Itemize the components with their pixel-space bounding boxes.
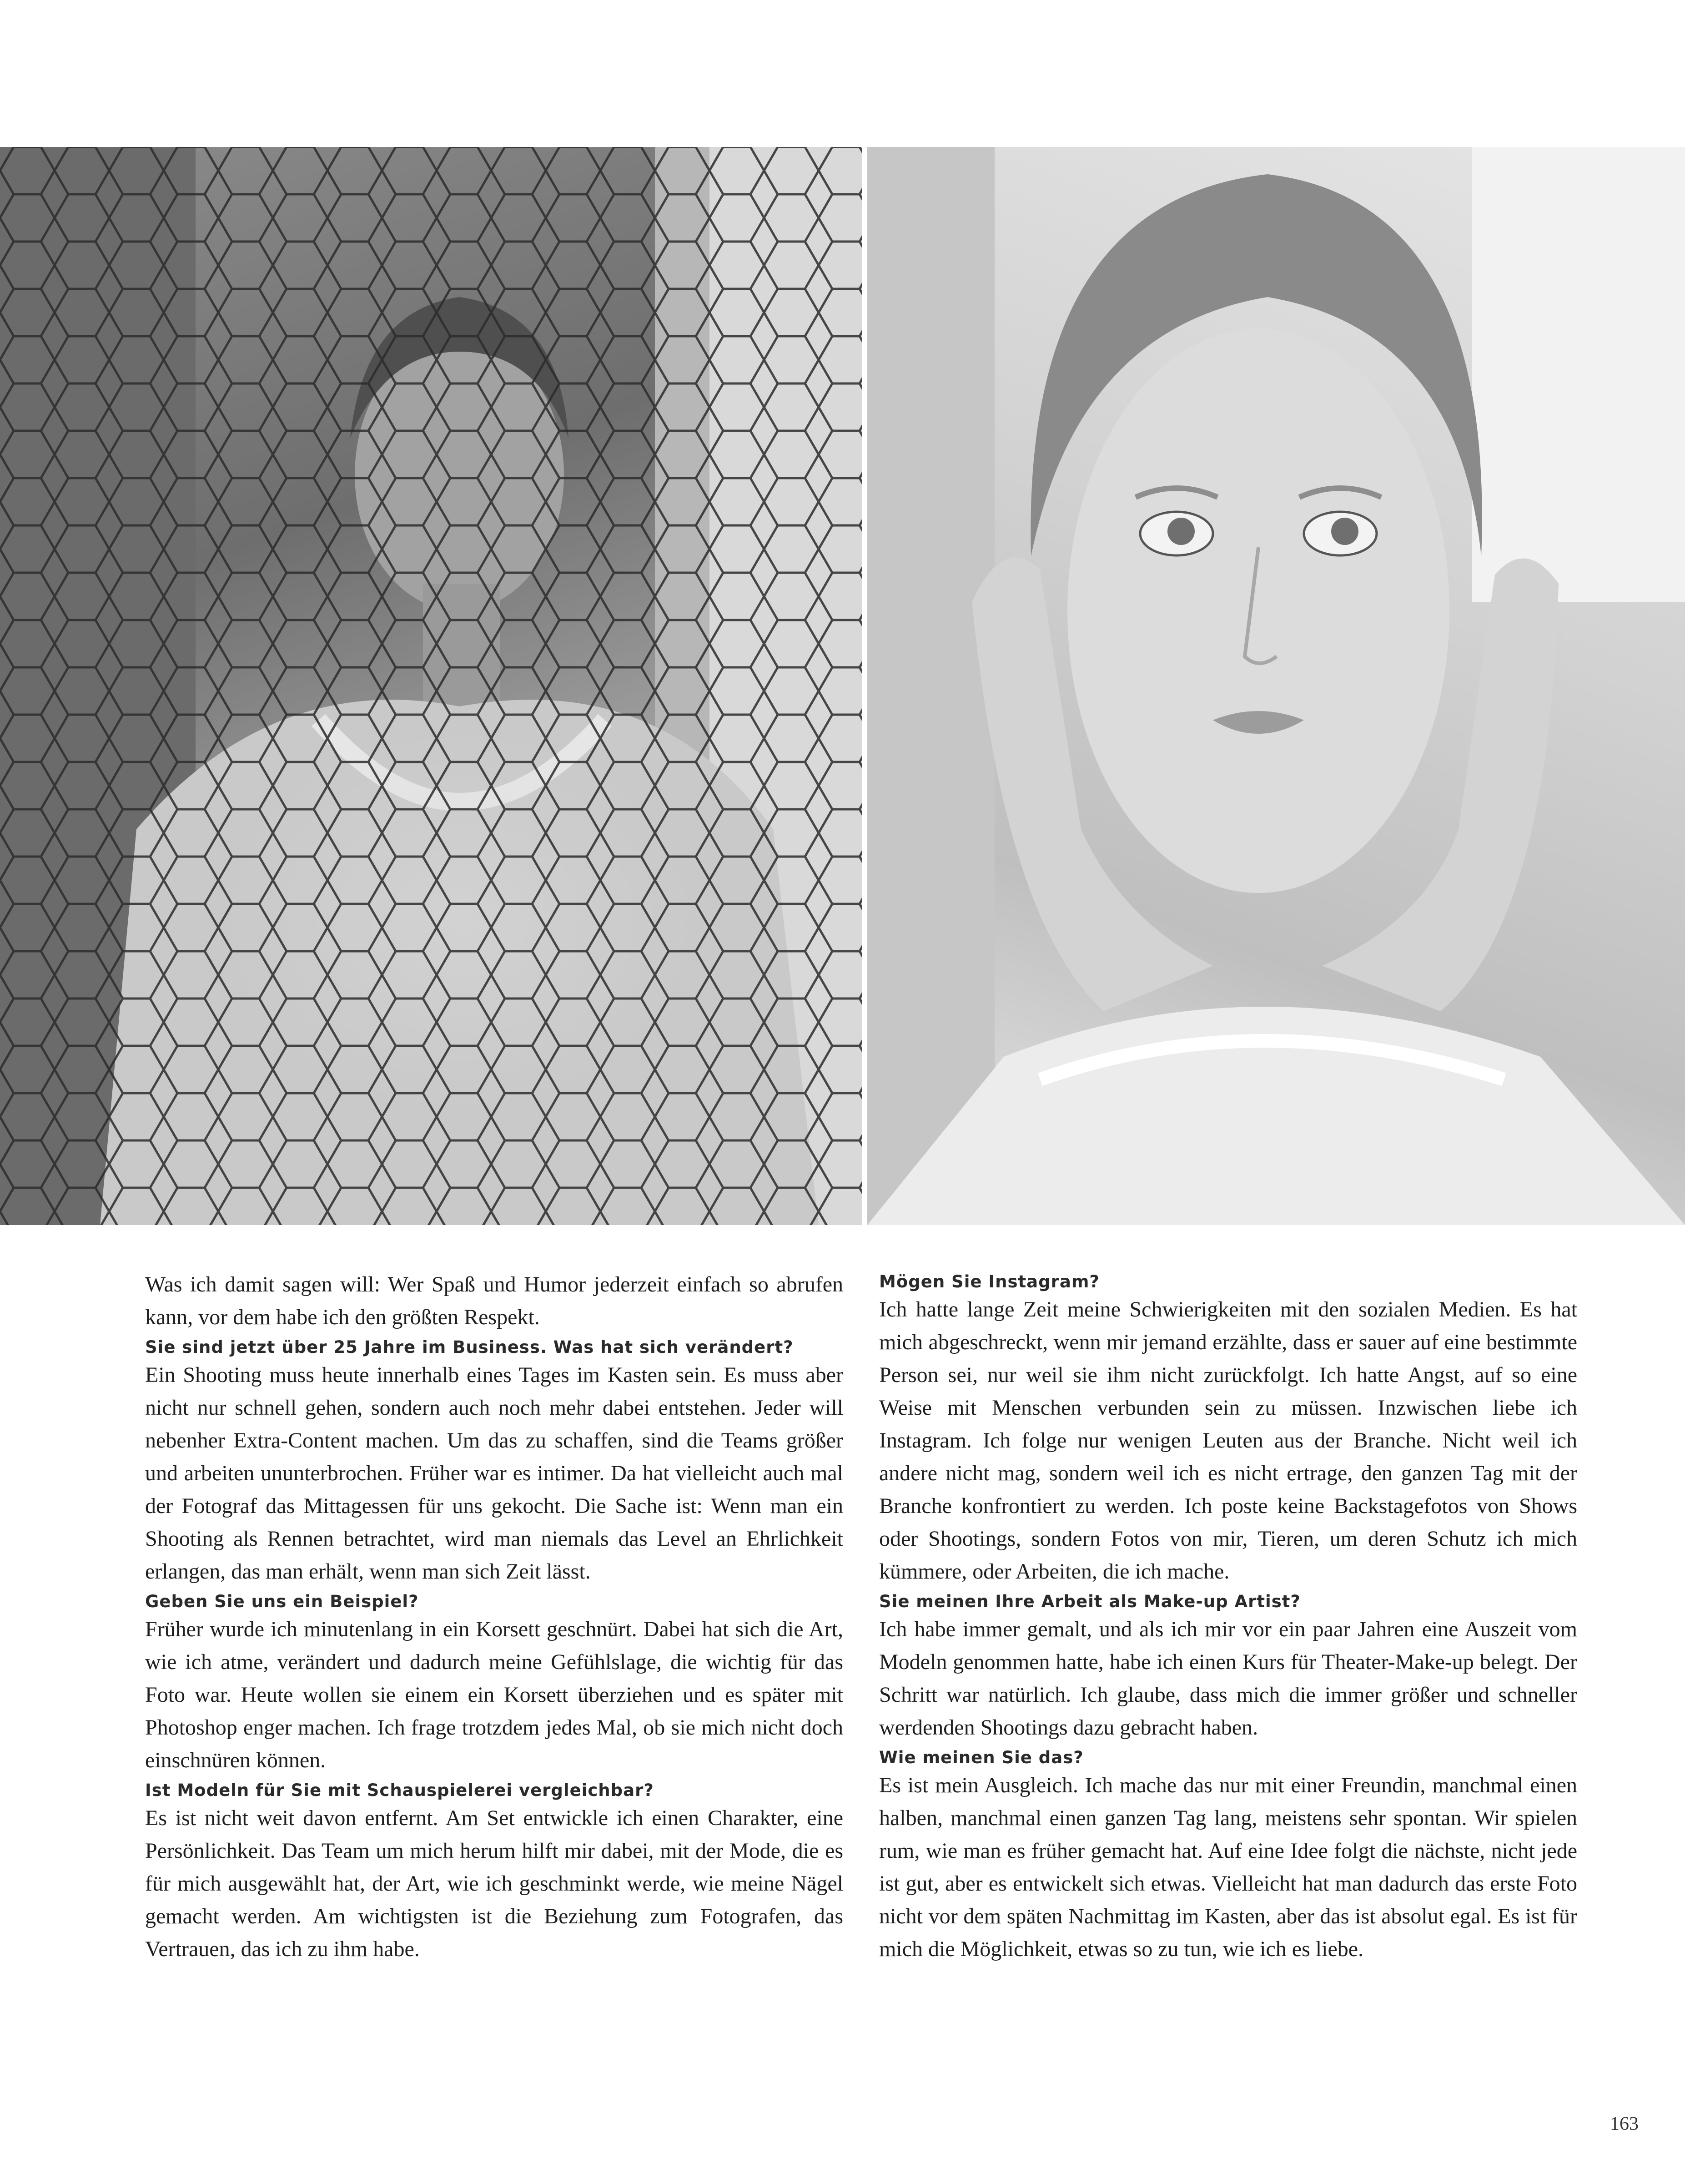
portrait-hands-on-face-icon [867, 147, 1685, 1225]
interview-question: Ist Modeln für Sie mit Schauspielerei vergleichbar? [145, 1780, 654, 1800]
interview-question: Mögen Sie Instagram? [879, 1272, 1100, 1291]
portrait-photo-left [0, 147, 862, 1225]
interview-question: Wie meinen Sie das? [879, 1748, 1084, 1767]
article-column-left [145, 1268, 843, 1966]
interview-answer: Es ist nicht weit davon entfernt. Am Set entwickle ich einen Charakter, eine Persönlichkeit. Das Team um mich herum hilft mir dabei, mit der Mode, die es für mich ausgewählt hat, der Art, wie ich geschminkt werde, wie meine Nägel gemacht werden. Am wichtigsten ist die Beziehung zum Fotografen, das Vertrauen, das ich zu ihm habe. [145, 1806, 843, 1961]
interview-question: Sie meinen Ihre Arbeit als Make-up Artist? [879, 1592, 1301, 1611]
interview-answer: Ein Shooting muss heute innerhalb eines Tages im Kasten sein. Es muss aber nicht nur schnell gehen, sondern auch noch mehr dabei entstehen. Jeder will nebenher Extra-Content machen. Um das zu schaffen, sind die Teams größer und arbeiten ununterbrochen. Früher war es intimer. Da hat vielleicht auch mal der Fotograf das Mittagessen für uns gekocht. Die Sache ist: Wenn man ein Shooting als Rennen betrachtet, wird man niemals das Level an Ehrlichkeit erlangen, das man erhält, wenn man sich Zeit lässt. [145, 1363, 843, 1584]
interview-question: Sie sind jetzt über 25 Jahre im Business. Was hat sich verändert? [145, 1337, 794, 1357]
article-column-right [879, 1268, 1577, 1966]
interview-answer: Ich habe immer gemalt, und als ich mir vor ein paar Jahren eine Auszeit vom Modeln genommen hatte, habe ich einen Kurs für Theater-Make-up belegt. Der Schritt war natürlich. Ich glaube, dass mich die immer größer und schneller werdenden Shootings dazu gebracht haben. [879, 1617, 1577, 1740]
interview-answer: Es ist mein Ausgleich. Ich mache das nur mit einer Freundin, manchmal einen halben, manchmal einen ganzen Tag lang, meistens sehr spontan. Wir spielen rum, wie man es früher gemacht hat. Auf eine Idee folgt die nächste, nicht jede ist gut, aber es entwickelt sich etwas. Vielleicht hat man dadurch das erste Foto nicht vor dem späten Nachmittag im Kasten, aber das ist absolut egal. Es ist für mich die Möglichkeit, etwas so zu tun, wie ich es liebe. [879, 1773, 1577, 1961]
interview-question: Geben Sie uns ein Beispiel? [145, 1592, 419, 1611]
paragraph: Was ich damit sagen will: Wer Spaß und Humor jederzeit einfach so abrufen kann, vor dem habe ich den größten Respekt. [145, 1272, 843, 1329]
interview-answer: Ich hatte lange Zeit meine Schwierigkeiten mit den sozialen Medien. Es hat mich abgeschreckt, wenn mir jemand erzählte, dass er sauer auf eine bestimmte Person sei, nur weil sie ihm nicht zurückfolgt. Ich hatte Angst, auf so eine Weise mit Menschen verbunden sein zu müssen. Inzwischen liebe ich Instagram. Ich folge nur wenigen Leuten aus der Branche. Nicht weil ich andere nicht mag, sondern weil ich es nicht ertrage, den ganzen Tag mit der Branche konfrontiert zu werden. Ich poste keine Backstagefotos von Shows oder Shootings, sondern Fotos von mir, Tieren, um deren Schutz ich mich kümmere, oder Arbeiten, die ich mache. [879, 1297, 1577, 1584]
interview-answer: Früher wurde ich minutenlang in ein Korsett geschnürt. Dabei hat sich die Art, wie ich atme, verändert und dadurch meine Gefühlslage, die wichtig für das Foto war. Heute wollen sie einem ein Korsett überziehen und es später mit Photoshop enger machen. Ich frage trotzdem jedes Mal, ob sie mich nicht doch einschnüren können. [145, 1617, 843, 1772]
portrait-photo-right [867, 147, 1685, 1225]
page-number: 163 [1610, 2113, 1639, 2134]
portrait-behind-mesh-icon [0, 147, 862, 1225]
